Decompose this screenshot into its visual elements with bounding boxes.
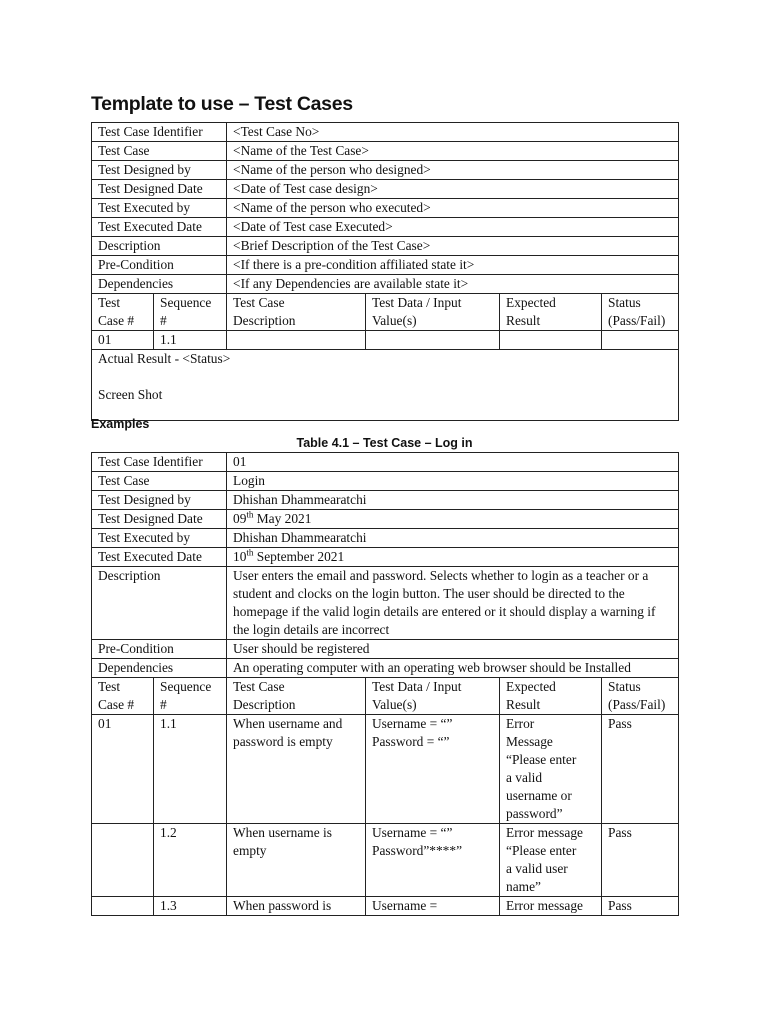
example-row-dependencies xyxy=(92,659,679,678)
field-value: <Brief Description of the Test Case> xyxy=(227,237,679,256)
example-row-identifier xyxy=(92,453,679,472)
field-label: Test Designed by xyxy=(92,491,227,510)
field-value: Dhishan Dhammearatchi xyxy=(227,491,679,510)
case-number: 01 xyxy=(92,715,154,824)
field-value: An operating computer with an operating web browser should be Installed xyxy=(227,659,679,678)
case-number xyxy=(92,824,154,897)
case-description: When username is empty xyxy=(227,824,366,897)
example-row-precondition xyxy=(92,640,679,659)
table-row xyxy=(92,897,679,916)
field-value: <Name of the person who executed> xyxy=(227,199,679,218)
field-value xyxy=(227,510,679,529)
status: Pass xyxy=(602,824,679,897)
field-label: Pre-Condition xyxy=(92,640,227,659)
field-label: Test Case xyxy=(92,142,227,161)
column-header: Status (Pass/Fail) xyxy=(602,678,679,715)
field-label: Test Case xyxy=(92,472,227,491)
template-header-row xyxy=(92,294,679,331)
template-table xyxy=(91,122,679,421)
spacer xyxy=(98,368,672,386)
field-label: Pre-Condition xyxy=(92,256,227,275)
example-row-description xyxy=(92,567,679,640)
expected-result: Error message xyxy=(500,897,602,916)
field-label: Test Designed Date xyxy=(92,180,227,199)
table-caption: Table 4.1 – Test Case – Log in xyxy=(296,436,473,450)
status: Pass xyxy=(602,715,679,824)
actual-result-cell xyxy=(92,350,679,421)
field-label: Test Case Identifier xyxy=(92,453,227,472)
status: Pass xyxy=(602,897,679,916)
field-label: Test Executed Date xyxy=(92,548,227,567)
test-data: Username = “” Password”****” xyxy=(366,824,500,897)
screen-shot-text: Screen Shot xyxy=(98,387,163,402)
field-value xyxy=(227,548,679,567)
column-header: Expected Result xyxy=(500,294,602,331)
template-row-test-case xyxy=(92,142,679,161)
date-suffix: th xyxy=(246,509,254,520)
page-title: Template to use – Test Cases xyxy=(91,93,353,115)
field-value: Login xyxy=(227,472,679,491)
example-row-designed-date xyxy=(92,510,679,529)
field-label: Test Executed by xyxy=(92,529,227,548)
template-row-precondition xyxy=(92,256,679,275)
field-label: Test Executed Date xyxy=(92,218,227,237)
empty-cell xyxy=(366,331,500,350)
template-row-executed-by xyxy=(92,199,679,218)
expected-result: Error Message “Please enter a valid username or password” xyxy=(500,715,602,824)
actual-result-text: Actual Result - <Status> xyxy=(98,351,231,366)
template-row-designed-by xyxy=(92,161,679,180)
field-value: <Date of Test case Executed> xyxy=(227,218,679,237)
field-value: User enters the email and password. Selects whether to login as a teacher or a student and clocks on the login button. The user should be directed to the homepage if the valid login details are entered or it should display a warning if the login details are incorrect xyxy=(227,567,679,640)
empty-cell xyxy=(227,331,366,350)
field-value: <If any Dependencies are available state it> xyxy=(227,275,679,294)
template-data-row xyxy=(92,331,679,350)
template-row-designed-date xyxy=(92,180,679,199)
case-number: 01 xyxy=(92,331,154,350)
column-header: Test Case Description xyxy=(227,294,366,331)
sequence-number: 1.3 xyxy=(154,897,227,916)
case-number xyxy=(92,897,154,916)
example-row-designed-by xyxy=(92,491,679,510)
examples-heading: Examples xyxy=(91,417,150,431)
column-header: Sequence # xyxy=(154,294,227,331)
field-value: Dhishan Dhammearatchi xyxy=(227,529,679,548)
empty-cell xyxy=(602,331,679,350)
column-header: Status (Pass/Fail) xyxy=(602,294,679,331)
field-value: <Date of Test case design> xyxy=(227,180,679,199)
sequence-number: 1.1 xyxy=(154,331,227,350)
field-value: <Name of the Test Case> xyxy=(227,142,679,161)
date-rest: September 2021 xyxy=(253,549,345,564)
table-row xyxy=(92,715,679,824)
example-row-test-case xyxy=(92,472,679,491)
test-data: Username = “” Password = “” xyxy=(366,715,500,824)
field-label: Test Designed Date xyxy=(92,510,227,529)
template-row-executed-date xyxy=(92,218,679,237)
column-header: Test Data / Input Value(s) xyxy=(366,678,500,715)
empty-cell xyxy=(500,331,602,350)
sequence-number: 1.2 xyxy=(154,824,227,897)
column-header: Expected Result xyxy=(500,678,602,715)
field-value: 01 xyxy=(227,453,679,472)
field-label: Description xyxy=(92,237,227,256)
field-label: Dependencies xyxy=(92,659,227,678)
field-label: Test Case Identifier xyxy=(92,123,227,142)
template-row-dependencies xyxy=(92,275,679,294)
case-description: When password is xyxy=(227,897,366,916)
example-table xyxy=(91,452,679,916)
field-label: Test Designed by xyxy=(92,161,227,180)
column-header: Test Case # xyxy=(92,678,154,715)
column-header: Test Case # xyxy=(92,294,154,331)
date-rest: May 2021 xyxy=(253,511,312,526)
column-header: Test Case Description xyxy=(227,678,366,715)
column-header: Test Data / Input Value(s) xyxy=(366,294,500,331)
date-day: 10 xyxy=(233,549,247,564)
date-day: 09 xyxy=(233,511,247,526)
field-value: <If there is a pre-condition affiliated state it> xyxy=(227,256,679,275)
template-actual-result-row xyxy=(92,350,679,421)
template-row-description xyxy=(92,237,679,256)
template-row-identifier xyxy=(92,123,679,142)
field-value: <Name of the person who designed> xyxy=(227,161,679,180)
case-description: When username and password is empty xyxy=(227,715,366,824)
field-label: Description xyxy=(92,567,227,640)
test-data: Username = xyxy=(366,897,500,916)
field-label: Dependencies xyxy=(92,275,227,294)
example-header-row xyxy=(92,678,679,715)
field-label: Test Executed by xyxy=(92,199,227,218)
table-row xyxy=(92,824,679,897)
expected-result: Error message “Please enter a valid user name” xyxy=(500,824,602,897)
field-value: User should be registered xyxy=(227,640,679,659)
field-value: <Test Case No> xyxy=(227,123,679,142)
sequence-number: 1.1 xyxy=(154,715,227,824)
column-header: Sequence # xyxy=(154,678,227,715)
date-suffix: th xyxy=(246,547,254,558)
example-row-executed-by xyxy=(92,529,679,548)
example-row-executed-date xyxy=(92,548,679,567)
